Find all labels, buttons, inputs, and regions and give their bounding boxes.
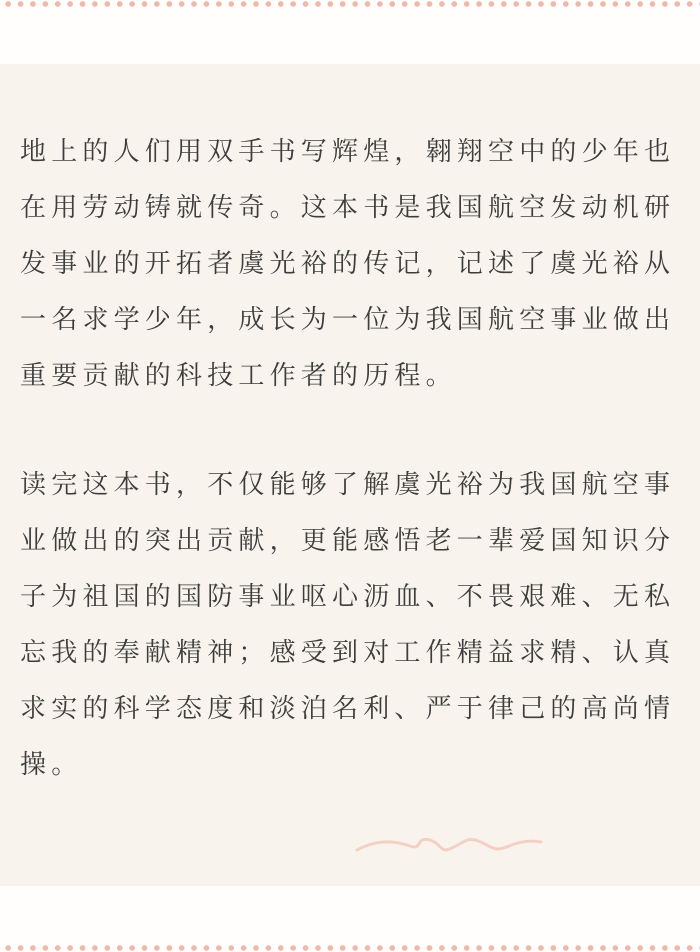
bottom-dotted-border [0,944,700,952]
content-card [0,64,700,886]
squiggle-divider-icon [355,830,545,860]
top-dotted-border [0,0,700,8]
paragraph-intro: 地上的人们用双手书写辉煌，翱翔空中的少年也在用劳动铸就传奇。这本书是我国航空发动机研发事业的开拓者虞光裕的传记，记述了虞光裕从一名求学少年，成长为一位为我国航空事业做出重要贡献的科技工作者的历程。 [20,137,676,391]
paragraph-reflection: 读完这本书，不仅能够了解虞光裕为我国航空事业做出的突出贡献，更能感悟老一辈爱国知识分子为祖国的国防事业呕心沥血、不畏艰难、无私忘我的奉献精神；感受到对工作精益求精、认真求实的科学态度和淡泊名利、严于律己的高尚情操。 [20,470,676,780]
